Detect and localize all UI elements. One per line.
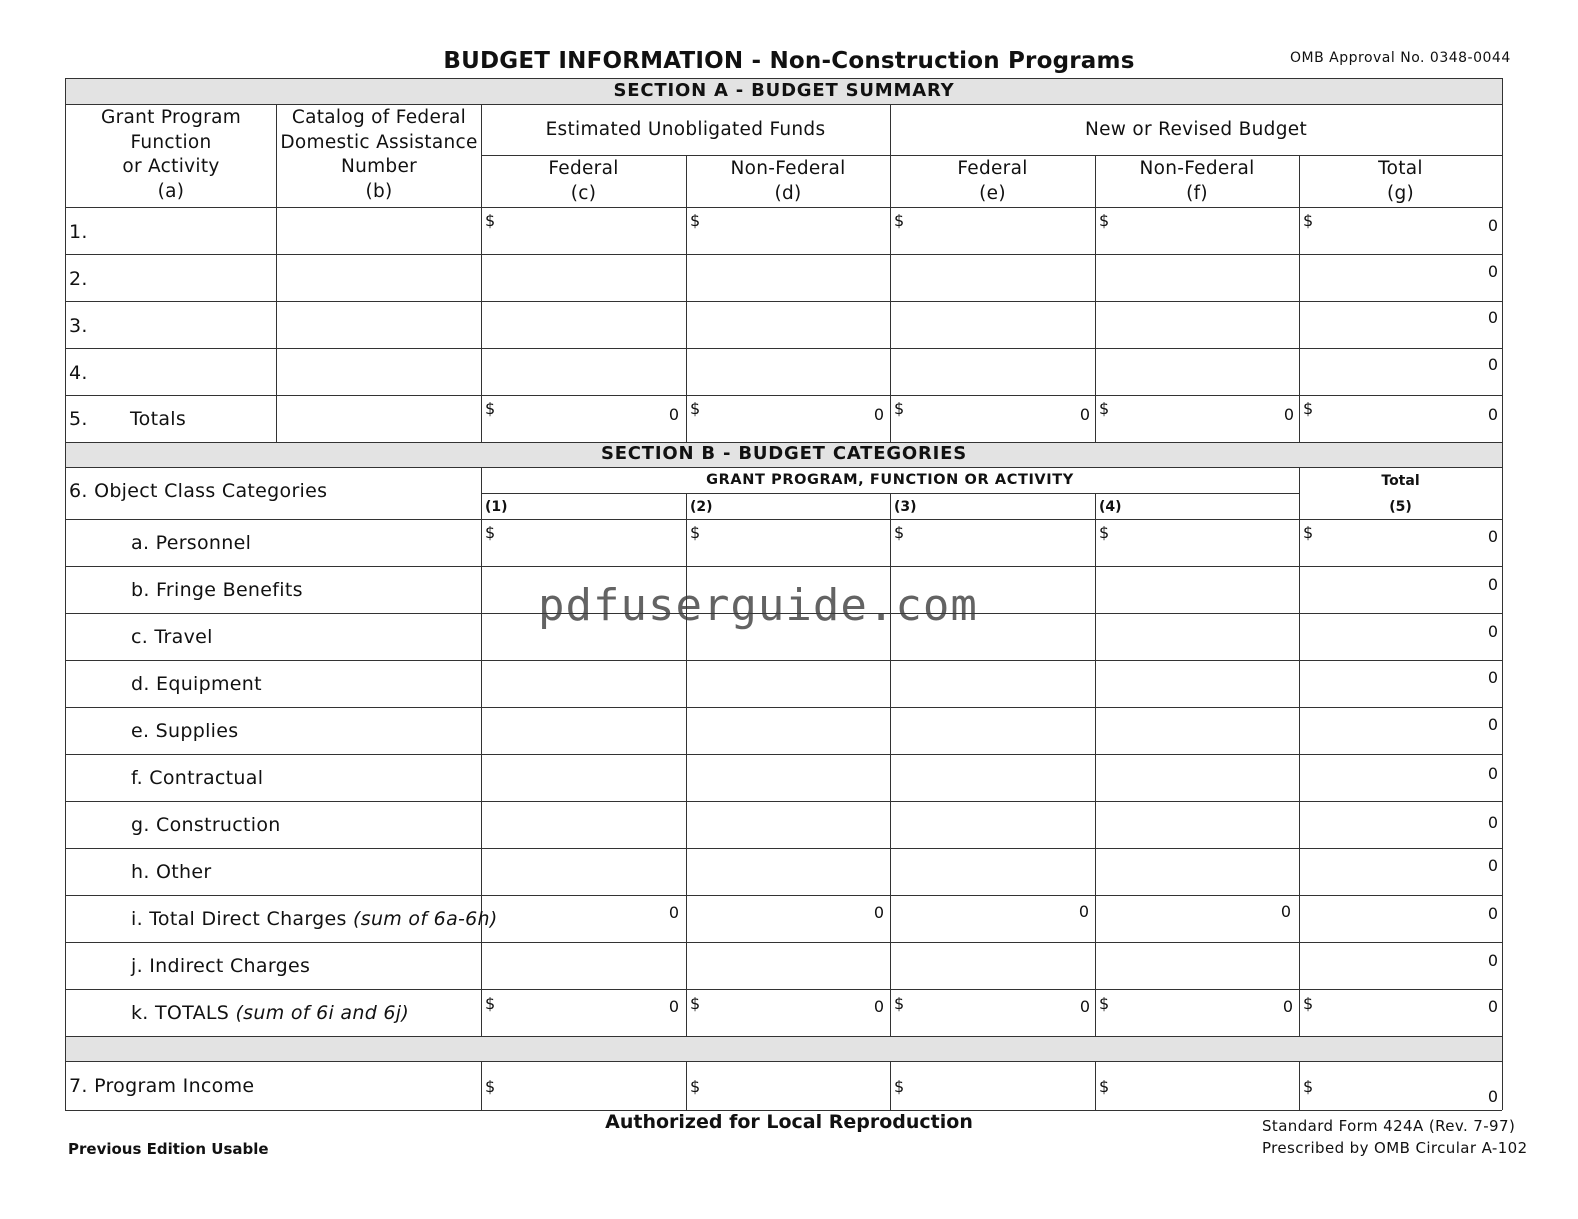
- income-5-currency: $: [1303, 1077, 1314, 1096]
- personnel-1-currency: $: [485, 523, 496, 542]
- group-new-revised-header: New or Revised Budget: [1084, 119, 1307, 140]
- row-5-f-value: 0: [1283, 405, 1294, 424]
- row-3-total-value: 0: [1487, 308, 1498, 327]
- col-c-header: [481, 157, 686, 206]
- category-construction-label: g. Construction: [131, 814, 281, 836]
- col-b-line-1: Catalog of Federal: [291, 107, 467, 128]
- personnel-2-currency: $: [690, 523, 701, 542]
- col-a-line-1: Grant Program: [100, 107, 242, 128]
- col-e-left-rule: [890, 104, 891, 442]
- spacer-band: [66, 1036, 1502, 1061]
- section-b-row-rule: [65, 895, 1502, 896]
- col-b-line-2: Domestic Assistance: [280, 131, 478, 153]
- totals-label-note: (sum of 6i and 6j): [235, 1002, 410, 1024]
- row-5-f-currency: $: [1099, 399, 1110, 418]
- col-e-line-2: (e): [979, 182, 1006, 204]
- row-3-number: 3.: [69, 315, 88, 337]
- row-1-e-currency: $: [894, 211, 905, 230]
- section-b-row-rule: [65, 660, 1502, 661]
- row-5-g-currency: $: [1303, 399, 1314, 418]
- section-a-row-rule: [65, 395, 1502, 396]
- direct-3-value: 0: [1078, 902, 1089, 921]
- previous-edition: Previous Edition Usable: [68, 1140, 269, 1158]
- category-totals-label: [131, 1002, 409, 1024]
- row-5-number: 5.: [69, 408, 88, 430]
- row-1-d-currency: $: [690, 211, 701, 230]
- col-1-number: (1): [485, 499, 508, 515]
- col-c-left-rule: [481, 104, 482, 442]
- section-b-col-rule: [890, 493, 891, 1036]
- category-equipment-label: d. Equipment: [131, 673, 262, 695]
- row-5-e-value: 0: [1079, 405, 1090, 424]
- construction-total-value: 0: [1487, 813, 1498, 832]
- totals-1-value: 0: [668, 997, 679, 1016]
- category-indirect-label: j. Indirect Charges: [131, 955, 311, 977]
- authorized-reproduction: Authorized for Local Reproduction: [605, 1111, 973, 1133]
- col-f-line-1: Non-Federal: [1139, 158, 1255, 179]
- watermark-text: pdfuserguide.com: [538, 580, 978, 631]
- section-b-total-col-rule: [1299, 467, 1300, 1036]
- category-supplies-label: e. Supplies: [131, 720, 239, 742]
- income-col-rule: [686, 1061, 687, 1110]
- section-b-row-rule: [65, 989, 1502, 990]
- section-a-row-rule: [65, 207, 1502, 208]
- personnel-3-currency: $: [894, 523, 905, 542]
- col-d-line-1: Non-Federal: [730, 158, 846, 179]
- section-b-col-rule: [1095, 493, 1096, 1036]
- col-4-number: (4): [1099, 499, 1122, 515]
- totals-3-currency: $: [894, 994, 905, 1013]
- section-a-row-rule: [65, 254, 1502, 255]
- col-b-line-3: Number: [340, 156, 418, 177]
- category-direct-label: [131, 908, 498, 930]
- row-1-total-value: 0: [1487, 216, 1498, 235]
- income-1-currency: $: [485, 1077, 496, 1096]
- col-e-header: [890, 157, 1095, 206]
- omb-approval-number: OMB Approval No. 0348-0044: [1290, 50, 1511, 66]
- col-g-line-2: (g): [1386, 182, 1415, 204]
- personnel-total-value: 0: [1487, 527, 1498, 546]
- section-a-row-rule: [65, 348, 1502, 349]
- category-personnel-label: a. Personnel: [131, 532, 252, 554]
- section-b-heading-rule: [65, 467, 1502, 468]
- col-a-line-4: (a): [157, 180, 185, 202]
- totals-2-currency: $: [690, 994, 701, 1013]
- row-5-c-currency: $: [485, 399, 496, 418]
- direct-label-note: (sum of 6a-6h): [353, 908, 498, 930]
- col-b-line-4: (b): [365, 180, 393, 202]
- totals-4-currency: $: [1099, 994, 1110, 1013]
- row-1-g-currency: $: [1303, 211, 1314, 230]
- col-5-total-label: Total: [1381, 473, 1420, 489]
- col-3-number: (3): [894, 499, 917, 515]
- outer-top-rule: [65, 78, 1502, 79]
- row-5-d-value: 0: [873, 405, 884, 424]
- col-f-line-2: (f): [1186, 182, 1208, 204]
- col-2-number: (2): [690, 499, 713, 515]
- direct-1-value: 0: [668, 903, 679, 922]
- section-b-heading: SECTION B - BUDGET CATEGORIES: [600, 443, 968, 464]
- section-a-heading-rule: [65, 104, 1502, 105]
- section-a-subheader-rule: [481, 155, 1502, 156]
- totals-2-value: 0: [873, 997, 884, 1016]
- section-b-row-rule: [65, 942, 1502, 943]
- section-b-row-rule: [65, 707, 1502, 708]
- direct-2-value: 0: [873, 903, 884, 922]
- section-b-label-col-rule: [481, 467, 482, 1036]
- col-a-header: [66, 106, 276, 204]
- standard-form-info: [1262, 1115, 1528, 1159]
- section-a-row-rule: [65, 301, 1502, 302]
- income-4-currency: $: [1099, 1077, 1110, 1096]
- section-b-row-rule: [65, 801, 1502, 802]
- row-5-totals-label: Totals: [130, 408, 187, 430]
- income-2-currency: $: [690, 1077, 701, 1096]
- category-other-label: h. Other: [131, 861, 212, 883]
- col-d-header: [686, 157, 890, 206]
- income-3-currency: $: [894, 1077, 905, 1096]
- income-total-value: 0: [1487, 1087, 1498, 1106]
- income-col-rule: [890, 1061, 891, 1110]
- category-travel-label: c. Travel: [131, 626, 213, 648]
- section-b-row-rule: [65, 519, 1502, 520]
- totals-3-value: 0: [1079, 997, 1090, 1016]
- row-5-g-value: 0: [1487, 405, 1498, 424]
- contractual-total-value: 0: [1487, 764, 1498, 783]
- row-4-total-value: 0: [1487, 355, 1498, 374]
- income-col-rule: [1095, 1061, 1096, 1110]
- form-title: BUDGET INFORMATION - Non-Construction Programs: [443, 48, 1135, 74]
- travel-total-value: 0: [1487, 622, 1498, 641]
- totals-5-value: 0: [1487, 997, 1498, 1016]
- fringe-total-value: 0: [1487, 575, 1498, 594]
- col-d-line-2: (d): [774, 182, 802, 204]
- personnel-5-currency: $: [1303, 523, 1314, 542]
- outer-left-rule: [65, 78, 66, 1110]
- col-g-line-1: Total: [1378, 158, 1423, 179]
- row-4-number: 4.: [69, 362, 88, 384]
- direct-label-text: i. Total Direct Charges: [131, 908, 347, 930]
- row-1-c-currency: $: [485, 211, 496, 230]
- personnel-4-currency: $: [1099, 523, 1110, 542]
- row-1-f-currency: $: [1099, 211, 1110, 230]
- col-b-header: [277, 106, 481, 204]
- indirect-total-value: 0: [1487, 951, 1498, 970]
- row-2-total-value: 0: [1487, 262, 1498, 281]
- object-class-header: 6. Object Class Categories: [69, 480, 328, 502]
- income-col-rule: [1299, 1061, 1300, 1110]
- row-5-d-currency: $: [690, 399, 701, 418]
- col-c-line-1: Federal: [548, 158, 619, 179]
- category-fringe-label: b. Fringe Benefits: [131, 579, 303, 601]
- row-5-e-currency: $: [894, 399, 905, 418]
- col-g-header: [1299, 157, 1502, 206]
- totals-4-value: 0: [1282, 997, 1293, 1016]
- group-unobligated-header: Estimated Unobligated Funds: [545, 119, 826, 140]
- section-b-row-rule: [65, 1036, 1502, 1037]
- col-a-line-3: or Activity: [122, 156, 220, 177]
- section-b-row-rule: [65, 1061, 1502, 1062]
- col-f-header: [1095, 157, 1299, 206]
- row-5-c-value: 0: [668, 405, 679, 424]
- col-c-line-2: (c): [570, 182, 597, 204]
- totals-5-currency: $: [1303, 994, 1314, 1013]
- equipment-total-value: 0: [1487, 668, 1498, 687]
- section-b-row-rule: [65, 566, 1502, 567]
- section-a-heading: SECTION A - BUDGET SUMMARY: [613, 80, 955, 101]
- col-5-number: (5): [1389, 499, 1412, 515]
- section-b-row-rule: [65, 754, 1502, 755]
- row-1-number: 1.: [69, 221, 88, 243]
- direct-5-value: 0: [1487, 904, 1498, 923]
- section-b-row-rule: [65, 848, 1502, 849]
- prescribed-by: Prescribed by OMB Circular A-102: [1262, 1139, 1528, 1157]
- program-income-label: 7. Program Income: [69, 1075, 255, 1097]
- other-total-value: 0: [1487, 856, 1498, 875]
- income-col-rule: [481, 1061, 482, 1110]
- totals-label-text: k. TOTALS: [131, 1002, 230, 1024]
- supplies-total-value: 0: [1487, 715, 1498, 734]
- outer-right-rule: [1502, 78, 1503, 1110]
- totals-1-currency: $: [485, 994, 496, 1013]
- row-2-number: 2.: [69, 268, 88, 290]
- standard-form-number: Standard Form 424A (Rev. 7-97): [1262, 1117, 1516, 1135]
- col-a-line-2: Function: [130, 131, 212, 153]
- section-b-col-rule: [686, 493, 687, 1036]
- category-contractual-label: f. Contractual: [131, 767, 264, 789]
- direct-4-value: 0: [1280, 902, 1291, 921]
- grant-program-header: GRANT PROGRAM, FUNCTION OR ACTIVITY: [706, 472, 1074, 488]
- col-e-line-1: Federal: [957, 158, 1028, 179]
